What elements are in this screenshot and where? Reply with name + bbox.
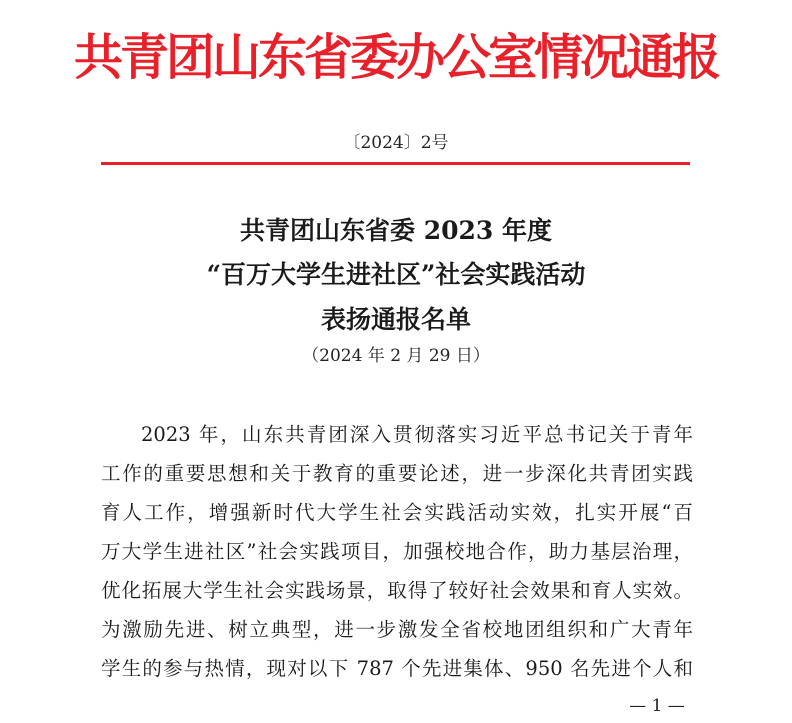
body-line: 万大学生进社区”社会实践项目，加强校地合作，助力基层治理， [101,540,693,563]
body-paragraph [101,415,693,688]
red-divider-rule [101,162,690,165]
body-line: 优化拓展大学生社会实践场景，取得了较好社会效果和育人实效。 [101,579,693,602]
body-line: 工作的重要思想和关于教育的重要论述，进一步深化共青团实践 [101,462,693,485]
notice-title-line-3: 表扬通报名单 [320,305,471,334]
body-line: 学生的参与热情，现对以下 787 个先进集体、950 名先进个人和 [101,657,693,680]
notice-date: （2024 年 2 月 29 日） [302,346,490,366]
notice-title-line-1: 共青团山东省委 2023 年度 [240,216,552,245]
page-number: — 1 — [629,696,685,716]
document-number: 〔2024〕2号 [343,133,449,153]
masthead-title: 共青团山东省委办公室情况通报 [73,29,718,86]
body-line: 为激励先进、树立典型，进一步激发全省校地团组织和广大青年 [101,618,693,641]
notice-title-line-2: “百万大学生进社区”社会实践活动 [206,260,586,289]
body-line: 2023 年，山东共青团深入贯彻落实习近平总书记关于青年 [141,423,693,446]
body-line: 育人工作，增强新时代大学生社会实践活动实效，扎实开展“百 [101,501,693,524]
